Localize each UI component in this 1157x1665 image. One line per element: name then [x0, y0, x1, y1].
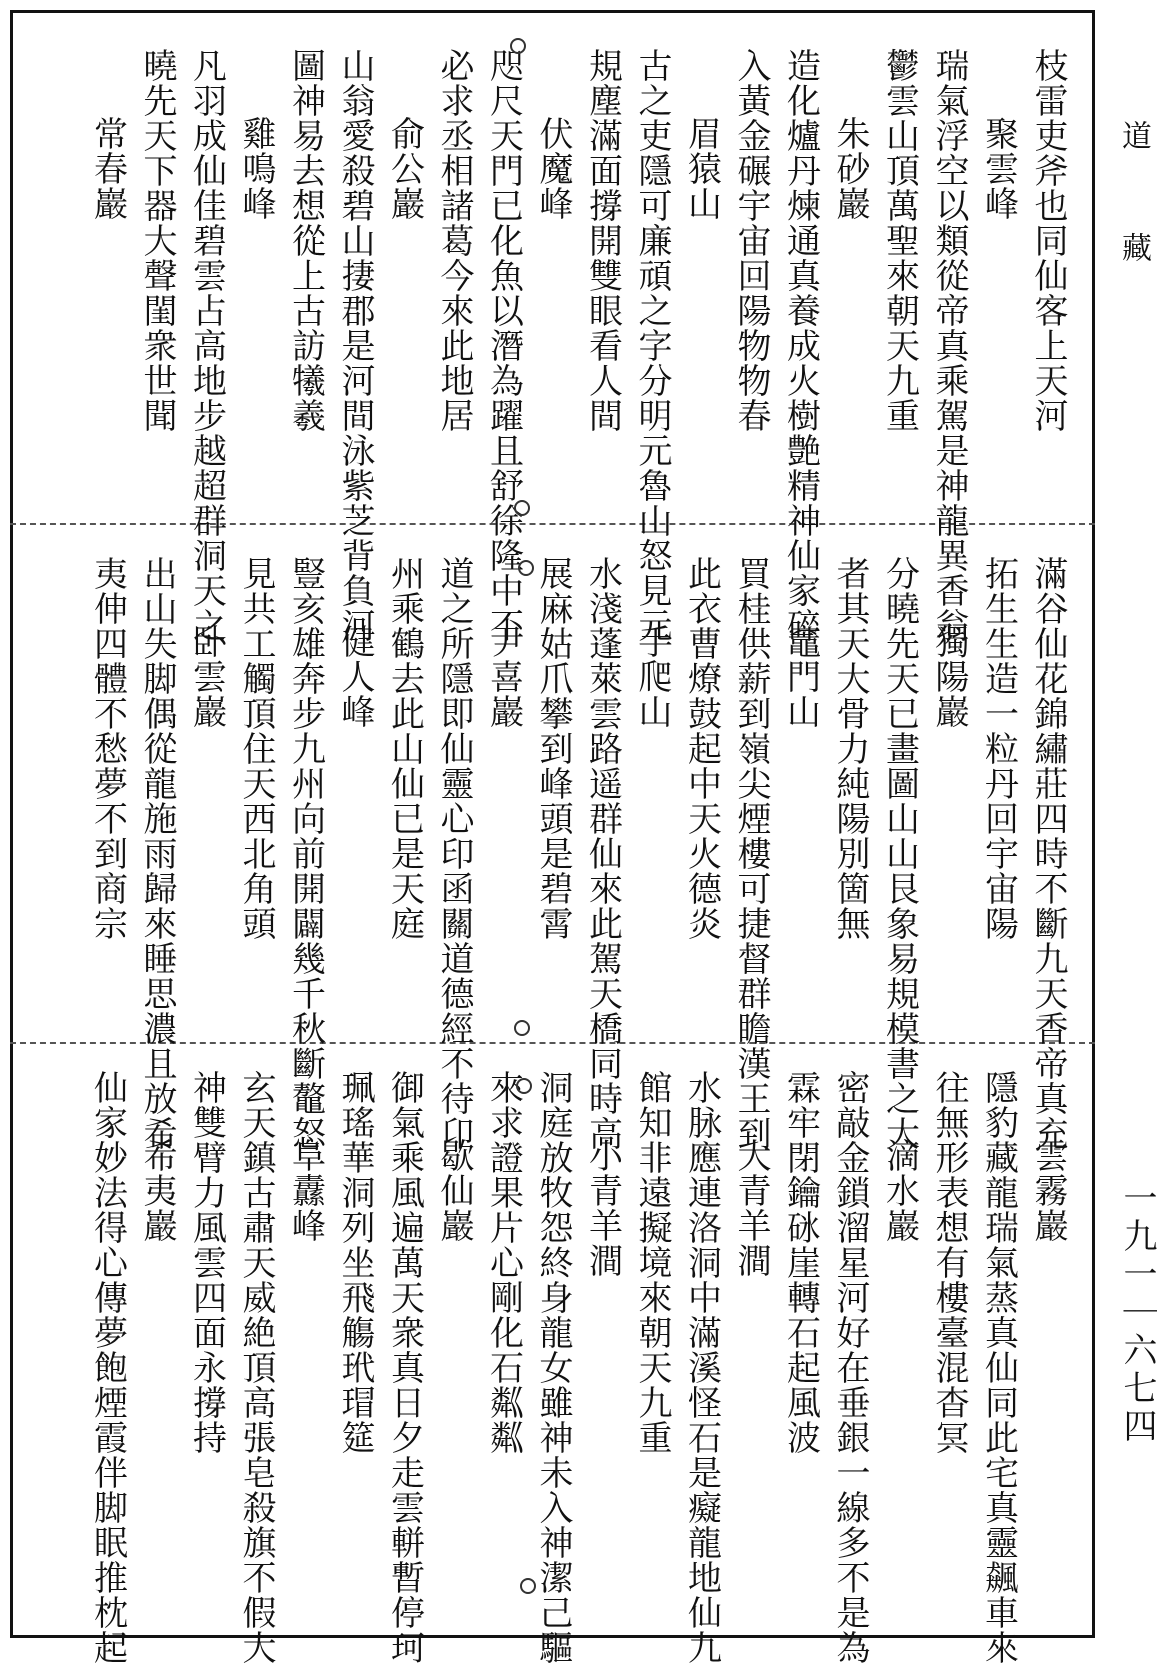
- text-column: 獨陽巖: [929, 624, 969, 729]
- text-column: 眉猿山: [681, 116, 722, 221]
- text-column: 水脉應連洛洞中滿溪怪石是癡龍地仙九: [681, 1070, 722, 1665]
- text-column: 健人峰: [335, 624, 375, 729]
- text-column: 大青羊澗: [731, 1138, 771, 1278]
- text-column: 凡羽成仙佳碧雲占高地步越超群洞天之: [186, 48, 227, 643]
- text-column: 雲霧巖: [1028, 1138, 1068, 1243]
- text-column: 霖牢閉鑰砯崖轉石起風波: [780, 1070, 821, 1455]
- text-column: 神雙臂力風雲四面永撐持: [186, 1070, 227, 1455]
- text-column: 往無形表想有樓臺混杳冥: [929, 1070, 969, 1455]
- text-column: 曉先天下器大聲閨衆世聞: [137, 48, 177, 433]
- text-column: 朱砂巖: [830, 116, 870, 221]
- circle-mark: [514, 500, 530, 516]
- text-column: 御氣乘風遍萬天衆真日夕走雲軿暫停珂: [384, 1070, 425, 1665]
- margin-label-mid: 藏: [1116, 232, 1151, 262]
- text-column: 分曉先天已畫圖山山艮象易規模書之大: [879, 556, 920, 1151]
- text-column: 常春巖: [87, 116, 128, 221]
- text-column: 見共工觸頂住天西北角頭: [236, 556, 276, 941]
- circle-mark: [516, 1078, 532, 1094]
- text-column: 鬱雲山頂萬聖來朝天九重: [879, 48, 920, 433]
- circle-mark: [514, 1020, 530, 1036]
- circle-mark: [518, 560, 534, 576]
- text-column: 滿谷仙花錦繡莊四時不斷九天香帝真充: [1028, 556, 1068, 1151]
- text-column: 俞公巖: [384, 116, 425, 221]
- text-column: 希夷巖: [137, 1138, 177, 1243]
- page-number: 一九一｜六七四: [1117, 1180, 1157, 1446]
- text-column: 館知非遠擬境來朝天九重: [632, 1070, 672, 1455]
- circle-mark: [520, 1578, 536, 1594]
- text-column: 玄天鎮古肅天威絶頂高張皂殺旗不假大: [236, 1070, 276, 1665]
- text-column: 滴水巖: [879, 1138, 920, 1243]
- text-column: 圖神易去想從上古訪犧羲: [285, 48, 326, 433]
- circle-mark: [510, 38, 526, 54]
- text-column: 買桂供薪到嶺尖煙樓可捷督群瞻漢王到: [731, 556, 771, 1151]
- text-column: 咫尺天門已化魚以潛為躍且舒徐隆中不: [483, 48, 524, 643]
- text-column: 瑞氣浮空以類從帝真乘駕是神龍異香翁: [929, 48, 969, 643]
- text-column: 此衣曹燎鼓起中天火德炎: [681, 556, 722, 941]
- text-column: 水淺蓬萊雲路遥群仙來此駕天橋同時高: [582, 556, 623, 1151]
- text-column: 來求證果片心剛化石粼粼: [483, 1070, 524, 1455]
- text-panel-top: [40, 48, 1070, 643]
- text-column: 手爬山: [632, 624, 672, 729]
- text-column: 古之吏隱可廉頑之字分明元魯山怒見元: [632, 48, 672, 643]
- text-column: 竈門山: [780, 624, 821, 729]
- text-column: 卧雲巖: [186, 624, 227, 729]
- text-column: 歇仙巖: [434, 1138, 474, 1243]
- text-column: 伏魔峰: [533, 116, 573, 221]
- text-column: 洞庭放牧怨終身龍女雖神未入神潔己驅: [533, 1070, 573, 1665]
- text-column: 入黃金碾宇宙回陽物物春: [731, 48, 771, 433]
- text-column: 枝雷吏斧也同仙客上天河: [1028, 48, 1068, 433]
- text-column: 山翁愛殺碧山捿郡是河間泳紫芝背負河: [335, 48, 375, 643]
- text-column: 夷伸四體不愁夢不到商宗: [87, 556, 128, 941]
- text-column: 尹喜巖: [483, 624, 524, 729]
- text-column: 者其天大骨力純陽別箇無: [830, 556, 870, 941]
- text-column: 豎亥雄奔步九州向前開闢幾千秋斷鼇怒: [285, 556, 326, 1151]
- text-column: 州乘鶴去此山仙已是天庭: [384, 556, 425, 941]
- text-column: 小青羊澗: [582, 1138, 623, 1278]
- text-column: 仙家妙法得心傳夢飽煙霞伴脚眠推枕起: [87, 1070, 128, 1665]
- text-column: 雞鳴峰: [236, 116, 276, 221]
- text-column: 出山失脚偶從龍施雨歸來睡思濃且放希: [137, 556, 177, 1151]
- text-column: 展麻姑爪攀到峰頭是碧霄: [533, 556, 573, 941]
- margin-label-top: 道: [1116, 120, 1151, 150]
- text-column: 隱豹藏龍瑞氣蒸真仙同此宅真靈飆車來: [978, 1070, 1019, 1665]
- text-column: 道之所隱即仙靈心印函關道德經不待卬: [434, 556, 474, 1151]
- text-column: 珮瑤華洞列坐飛觴玳瑁筵: [335, 1070, 375, 1455]
- text-column: 拓生生造一粒丹回宇宙陽: [978, 556, 1019, 941]
- text-column: 密敲金鎖溜星河好在垂銀一線多不是為: [830, 1070, 870, 1665]
- text-column: 必求丞相諸葛今來此地居: [434, 48, 474, 433]
- text-column: 造化爐丹煉通真養成火樹艶精神仙家碎: [780, 48, 821, 643]
- text-column: 聚雲峰: [978, 116, 1019, 221]
- text-panel-bottom: [40, 1070, 1070, 1665]
- text-column: 規塵滿面撐開雙眼看人間: [582, 48, 623, 433]
- text-column: 阜纛峰: [285, 1138, 326, 1243]
- text-panel-middle: [40, 556, 1070, 1151]
